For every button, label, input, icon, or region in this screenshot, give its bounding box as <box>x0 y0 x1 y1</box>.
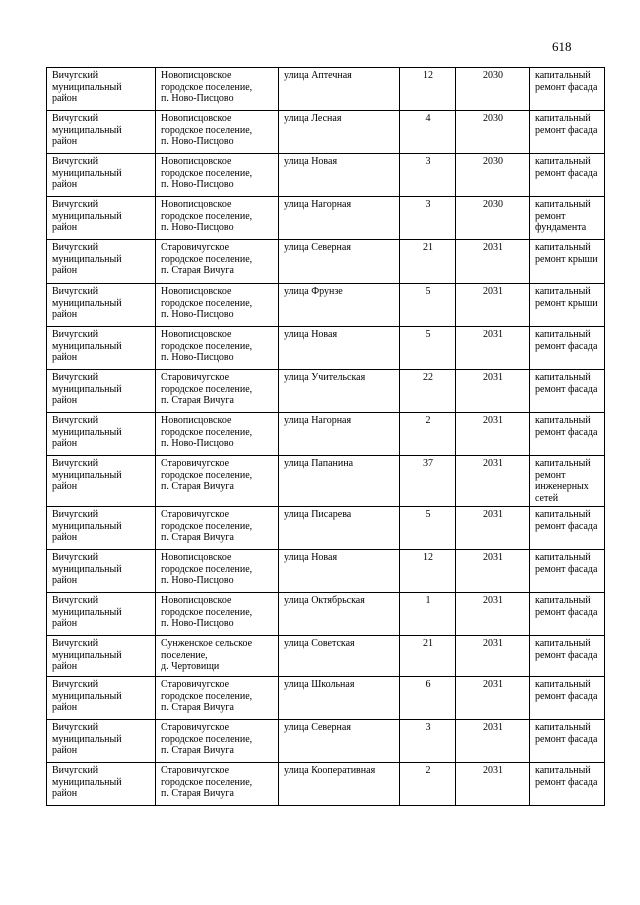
settlement-cell <box>156 68 279 111</box>
work-type-cell-line: ремонт фасада <box>535 649 598 661</box>
settlement-cell-line: п. Ново-Писцово <box>161 618 234 630</box>
district-cell <box>47 762 156 805</box>
work-type-cell-line: капитальный <box>535 156 591 167</box>
district-cell-line: район <box>52 222 78 234</box>
district-cell <box>47 111 156 154</box>
work-type-cell-line: ремонт фасада <box>535 563 598 575</box>
district-cell-line: район <box>52 481 78 493</box>
district-cell-line: муниципальный <box>52 520 122 532</box>
work-type-cell-line: капитальный <box>535 551 591 563</box>
work-type-cell-line: ремонт фасада <box>535 520 598 532</box>
street-cell: улица Лесная <box>279 111 400 154</box>
district-cell <box>47 635 156 676</box>
district-cell-line: муниципальный <box>52 167 122 179</box>
district-cell <box>47 284 156 327</box>
house-number-cell: 2 <box>400 413 456 456</box>
street-cell: улица Советская <box>279 635 400 676</box>
district-cell-line: муниципальный <box>52 383 122 395</box>
work-type-cell-line: капитальный <box>535 372 591 383</box>
settlement-cell <box>156 327 279 370</box>
settlement-cell-line: Старовичугское <box>161 372 230 383</box>
settlement-cell-line: п. Ново-Писцово <box>161 438 234 450</box>
house-number-cell: 5 <box>400 506 456 549</box>
district-cell-line: Вичугский <box>52 721 99 733</box>
settlement-cell <box>156 413 279 456</box>
work-type-cell <box>530 68 605 111</box>
year-cell: 2031 <box>456 635 530 676</box>
street-cell: улица Папанина <box>279 456 400 507</box>
house-number-cell: 3 <box>400 197 456 240</box>
house-number-cell: 12 <box>400 68 456 111</box>
work-type-cell <box>530 327 605 370</box>
district-cell-line: Вичугский <box>52 329 99 340</box>
settlement-cell <box>156 284 279 327</box>
work-type-cell-line: капитальный <box>535 113 591 124</box>
district-cell-line: муниципальный <box>52 606 122 618</box>
settlement-cell-line: Новописцовское <box>161 329 232 340</box>
district-cell-line: муниципальный <box>52 253 122 265</box>
work-type-cell-line: капитальный <box>535 286 591 297</box>
work-type-cell-line: капитальный <box>535 508 591 520</box>
district-cell <box>47 592 156 635</box>
settlement-cell-line: городское поселение, <box>161 563 253 575</box>
street-cell: улица Нагорная <box>279 197 400 240</box>
work-type-cell-line: капитальный <box>535 329 591 340</box>
district-cell-line: муниципальный <box>52 210 122 222</box>
work-type-cell-line: ремонт <box>535 469 566 481</box>
work-type-cell-line: ремонт крыши <box>535 297 598 309</box>
house-number-cell: 1 <box>400 592 456 635</box>
district-cell-line: муниципальный <box>52 297 122 309</box>
district-cell-line: Вичугский <box>52 594 99 606</box>
district-cell-line: Вичугский <box>52 156 99 167</box>
street-cell: улица Северная <box>279 240 400 284</box>
settlement-cell-line: Новописцовское <box>161 594 232 606</box>
district-cell <box>47 327 156 370</box>
work-type-cell <box>530 197 605 240</box>
year-cell: 2031 <box>456 413 530 456</box>
street-cell: улица Фрунзе <box>279 284 400 327</box>
year-cell: 2031 <box>456 370 530 413</box>
year-cell: 2031 <box>456 284 530 327</box>
year-cell: 2031 <box>456 762 530 805</box>
district-cell-line: район <box>52 532 78 544</box>
settlement-cell-line: Старовичугское <box>161 458 230 469</box>
settlement-cell-line: городское поселение, <box>161 383 253 395</box>
district-cell-line: муниципальный <box>52 776 122 788</box>
district-cell-line: район <box>52 395 78 407</box>
district-cell-line: район <box>52 745 78 757</box>
year-cell: 2031 <box>456 240 530 284</box>
district-cell-line: район <box>52 618 78 630</box>
district-cell <box>47 197 156 240</box>
district-cell-line: район <box>52 93 78 105</box>
district-cell-line: Вичугский <box>52 415 99 426</box>
work-type-cell <box>530 111 605 154</box>
settlement-cell-line: п. Ново-Писцово <box>161 136 234 148</box>
work-type-cell-line: ремонт фасада <box>535 606 598 618</box>
year-cell: 2030 <box>456 197 530 240</box>
year-cell: 2031 <box>456 592 530 635</box>
street-cell: улица Школьная <box>279 676 400 719</box>
work-type-cell-line: капитальный <box>535 242 591 253</box>
year-cell: 2031 <box>456 506 530 549</box>
settlement-cell-line: городское поселение, <box>161 210 253 222</box>
work-type-cell-line: капитальный <box>535 721 591 733</box>
district-cell-line: Вичугский <box>52 678 99 690</box>
work-type-cell-line: фундамента <box>535 222 587 234</box>
street-cell: улица Северная <box>279 719 400 762</box>
street-cell: улица Кооперативная <box>279 762 400 805</box>
house-number-cell: 5 <box>400 284 456 327</box>
house-number-cell: 5 <box>400 327 456 370</box>
district-cell-line: муниципальный <box>52 563 122 575</box>
district-cell-line: Вичугский <box>52 242 99 253</box>
work-type-cell <box>530 762 605 805</box>
work-type-cell-line: инженерных <box>535 481 589 493</box>
district-cell-line: район <box>52 136 78 148</box>
work-type-cell <box>530 284 605 327</box>
settlement-cell-line: Новописцовское <box>161 113 232 124</box>
settlement-cell-line: городское поселение, <box>161 124 253 136</box>
street-cell: улица Писарева <box>279 506 400 549</box>
settlement-cell-line: Старовичугское <box>161 242 230 253</box>
settlement-cell-line: городское поселение, <box>161 297 253 309</box>
work-type-cell <box>530 456 605 507</box>
district-cell <box>47 549 156 592</box>
settlement-cell-line: п. Ново-Писцово <box>161 93 234 105</box>
settlement-cell-line: Новописцовское <box>161 286 232 297</box>
district-cell-line: муниципальный <box>52 124 122 136</box>
district-cell <box>47 413 156 456</box>
settlement-cell-line: п. Ново-Писцово <box>161 575 234 587</box>
district-cell-line: Вичугский <box>52 551 99 563</box>
settlement-cell-line: Старовичугское <box>161 764 230 776</box>
district-cell-line: район <box>52 661 78 673</box>
table-row <box>47 719 605 762</box>
settlement-cell-line: п. Старая Вичуга <box>161 532 234 544</box>
settlement-cell <box>156 635 279 676</box>
house-number-cell: 2 <box>400 762 456 805</box>
work-type-cell-line: ремонт фасада <box>535 167 598 179</box>
settlement-cell-line: городское поселение, <box>161 606 253 618</box>
table-row <box>47 154 605 197</box>
settlement-cell-line: п. Старая Вичуга <box>161 788 234 800</box>
work-type-cell-line: капитальный <box>535 764 591 776</box>
district-cell <box>47 676 156 719</box>
table-row <box>47 456 605 507</box>
year-cell: 2031 <box>456 719 530 762</box>
settlement-cell-line: городское поселение, <box>161 340 253 352</box>
work-type-cell-line: капитальный <box>535 199 591 210</box>
work-type-cell-line: ремонт фасада <box>535 690 598 702</box>
district-cell-line: район <box>52 352 78 364</box>
street-cell: улица Новая <box>279 327 400 370</box>
work-type-cell <box>530 240 605 284</box>
table-row <box>47 676 605 719</box>
settlement-cell <box>156 111 279 154</box>
repair-schedule-table <box>46 67 605 806</box>
house-number-cell: 4 <box>400 111 456 154</box>
work-type-cell-line: капитальный <box>535 70 591 81</box>
work-type-cell-line: капитальный <box>535 458 591 469</box>
table-row <box>47 240 605 284</box>
work-type-cell <box>530 592 605 635</box>
district-cell-line: район <box>52 309 78 321</box>
work-type-cell <box>530 549 605 592</box>
district-cell-line: муниципальный <box>52 690 122 702</box>
work-type-cell-line: ремонт <box>535 210 566 222</box>
work-type-cell-line: капитальный <box>535 594 591 606</box>
settlement-cell-line: п. Ново-Писцово <box>161 179 234 191</box>
table-row <box>47 635 605 676</box>
settlement-cell-line: городское поселение, <box>161 167 253 179</box>
district-cell <box>47 719 156 762</box>
work-type-cell-line: ремонт фасада <box>535 426 598 438</box>
year-cell: 2031 <box>456 456 530 507</box>
year-cell: 2030 <box>456 111 530 154</box>
work-type-cell <box>530 635 605 676</box>
settlement-cell <box>156 592 279 635</box>
settlement-cell-line: Новописцовское <box>161 70 232 81</box>
settlement-cell-line: п. Старая Вичуга <box>161 702 234 714</box>
settlement-cell <box>156 197 279 240</box>
work-type-cell <box>530 370 605 413</box>
street-cell: улица Нагорная <box>279 413 400 456</box>
district-cell-line: Вичугский <box>52 286 99 297</box>
street-cell: улица Новая <box>279 549 400 592</box>
work-type-cell-line: ремонт фасада <box>535 340 598 352</box>
district-cell-line: район <box>52 575 78 587</box>
work-type-cell-line: ремонт фасада <box>535 776 598 788</box>
table-row <box>47 370 605 413</box>
settlement-cell-line: п. Ново-Писцово <box>161 352 234 364</box>
page-number: 618 <box>552 39 572 54</box>
district-cell-line: Вичугский <box>52 508 99 520</box>
district-cell <box>47 456 156 507</box>
settlement-cell <box>156 676 279 719</box>
settlement-cell <box>156 506 279 549</box>
district-cell-line: Вичугский <box>52 637 99 649</box>
street-cell: улица Учительская <box>279 370 400 413</box>
work-type-cell <box>530 154 605 197</box>
house-number-cell: 6 <box>400 676 456 719</box>
work-type-cell <box>530 413 605 456</box>
work-type-cell-line: ремонт фасада <box>535 81 598 93</box>
district-cell <box>47 370 156 413</box>
settlement-cell <box>156 762 279 805</box>
house-number-cell: 3 <box>400 154 456 197</box>
table-row <box>47 549 605 592</box>
settlement-cell-line: городское поселение, <box>161 733 253 745</box>
house-number-cell: 21 <box>400 240 456 284</box>
district-cell-line: муниципальный <box>52 733 122 745</box>
settlement-cell-line: Сунженское сельское <box>161 637 253 649</box>
house-number-cell: 21 <box>400 635 456 676</box>
work-type-cell-line: ремонт фасада <box>535 124 598 136</box>
settlement-cell-line: п. Ново-Писцово <box>161 309 234 321</box>
settlement-cell <box>156 456 279 507</box>
year-cell: 2030 <box>456 154 530 197</box>
district-cell-line: Вичугский <box>52 764 99 776</box>
district-cell-line: район <box>52 438 78 450</box>
district-cell-line: район <box>52 265 78 277</box>
work-type-cell-line: капитальный <box>535 637 591 649</box>
table-row <box>47 327 605 370</box>
district-cell-line: Вичугский <box>52 199 99 210</box>
settlement-cell-line: городское поселение, <box>161 520 253 532</box>
settlement-cell-line: Новописцовское <box>161 156 232 167</box>
work-type-cell <box>530 719 605 762</box>
year-cell: 2030 <box>456 68 530 111</box>
district-cell-line: муниципальный <box>52 469 122 481</box>
work-type-cell-line: капитальный <box>535 415 591 426</box>
table-row <box>47 284 605 327</box>
settlement-cell-line: п. Ново-Писцово <box>161 222 234 234</box>
table-row <box>47 413 605 456</box>
district-cell-line: муниципальный <box>52 649 122 661</box>
settlement-cell-line: Старовичугское <box>161 721 230 733</box>
work-type-cell <box>530 506 605 549</box>
settlement-cell-line: п. Старая Вичуга <box>161 745 234 757</box>
table-row <box>47 506 605 549</box>
table-row <box>47 197 605 240</box>
settlement-cell-line: п. Старая Вичуга <box>161 395 234 407</box>
year-cell: 2031 <box>456 549 530 592</box>
work-type-cell-line: ремонт фасада <box>535 383 598 395</box>
work-type-cell-line: сетей <box>535 493 559 505</box>
district-cell-line: муниципальный <box>52 426 122 438</box>
year-cell: 2031 <box>456 327 530 370</box>
district-cell-line: Вичугский <box>52 70 99 81</box>
settlement-cell-line: Новописцовское <box>161 199 232 210</box>
settlement-cell <box>156 240 279 284</box>
work-type-cell <box>530 676 605 719</box>
year-cell: 2031 <box>456 676 530 719</box>
settlement-cell-line: поселение, <box>161 649 208 661</box>
district-cell <box>47 68 156 111</box>
district-cell-line: Вичугский <box>52 458 99 469</box>
settlement-cell-line: городское поселение, <box>161 253 253 265</box>
work-type-cell-line: капитальный <box>535 678 591 690</box>
settlement-cell-line: городское поселение, <box>161 81 253 93</box>
settlement-cell-line: Новописцовское <box>161 551 232 563</box>
table-body <box>47 68 605 806</box>
street-cell: улица Новая <box>279 154 400 197</box>
settlement-cell-line: п. Старая Вичуга <box>161 481 234 493</box>
table-row <box>47 68 605 111</box>
table-row <box>47 592 605 635</box>
table-row <box>47 111 605 154</box>
district-cell-line: Вичугский <box>52 113 99 124</box>
house-number-cell: 3 <box>400 719 456 762</box>
house-number-cell: 12 <box>400 549 456 592</box>
settlement-cell <box>156 154 279 197</box>
district-cell-line: муниципальный <box>52 81 122 93</box>
district-cell-line: район <box>52 788 78 800</box>
settlement-cell-line: городское поселение, <box>161 690 253 702</box>
settlement-cell-line: Старовичугское <box>161 678 230 690</box>
settlement-cell <box>156 719 279 762</box>
settlement-cell-line: Новописцовское <box>161 415 232 426</box>
house-number-cell: 37 <box>400 456 456 507</box>
street-cell: улица Аптечная <box>279 68 400 111</box>
district-cell-line: муниципальный <box>52 340 122 352</box>
district-cell <box>47 154 156 197</box>
table-row <box>47 762 605 805</box>
settlement-cell-line: городское поселение, <box>161 776 253 788</box>
settlement-cell-line: д. Чертовищи <box>161 661 220 673</box>
settlement-cell-line: п. Старая Вичуга <box>161 265 234 277</box>
work-type-cell-line: ремонт фасада <box>535 733 598 745</box>
district-cell-line: район <box>52 179 78 191</box>
work-type-cell-line: ремонт крыши <box>535 253 598 265</box>
settlement-cell-line: Старовичугское <box>161 508 230 520</box>
house-number-cell: 22 <box>400 370 456 413</box>
settlement-cell <box>156 549 279 592</box>
settlement-cell-line: городское поселение, <box>161 469 253 481</box>
district-cell-line: район <box>52 702 78 714</box>
settlement-cell <box>156 370 279 413</box>
district-cell <box>47 240 156 284</box>
settlement-cell-line: городское поселение, <box>161 426 253 438</box>
street-cell: улица Октябрьская <box>279 592 400 635</box>
district-cell-line: Вичугский <box>52 372 99 383</box>
district-cell <box>47 506 156 549</box>
